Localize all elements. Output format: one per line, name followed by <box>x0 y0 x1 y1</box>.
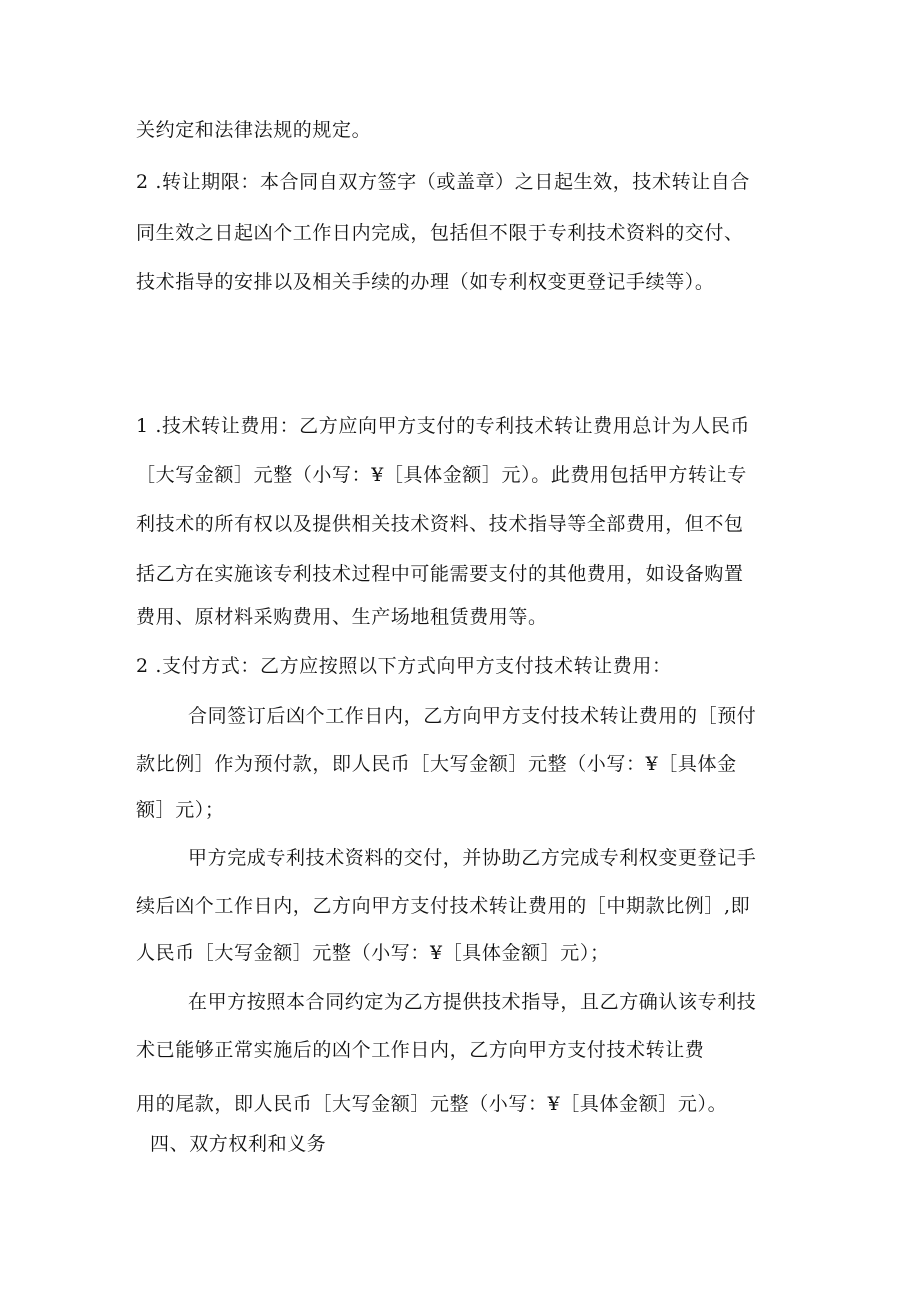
paragraph-line: ［大写金额］元整（小写：¥［具体金额］元）。此费用包括甲方转让专 <box>136 464 747 486</box>
payment-item-final: 在甲方按照本合同约定为乙方提供技术指导，且乙方确认该专利技 <box>188 991 757 1013</box>
payment-item-advance: 合同签订后凶个工作日内，乙方向甲方支付技术转让费用的［预付 <box>188 705 757 727</box>
paragraph-line: 款比例］作为预付款，即人民币［大写金额］元整（小写：¥［具体金 <box>136 753 737 775</box>
paragraph-line: 续后凶个工作日内，乙方向甲方支付技术转让费用的［中期款比例］,即 <box>136 895 751 917</box>
paragraph-line: 用的尾款，即人民币［大写金额］元整（小写：¥［具体金额］元）。 <box>136 1093 728 1115</box>
clause-transfer-fee: 1 .技术转让费用：乙方应向甲方支付的专利技术转让费用总计为人民币 <box>136 415 750 437</box>
paragraph-line: 关约定和法律法规的规定。 <box>136 119 372 141</box>
paragraph-line: 同生效之日起凶个工作日内完成，包括但不限于专利技术资料的交付、 <box>136 222 744 244</box>
clause-transfer-period: 2 .转让期限：本合同自双方签字（或盖章）之日起生效，技术转让自合 <box>136 171 750 193</box>
paragraph-line: 括乙方在实施该专利技术过程中可能需要支付的其他费用，如设备购置 <box>136 563 744 585</box>
paragraph-line: 费用、原材料采购费用、生产场地租赁费用等。 <box>136 606 548 628</box>
paragraph-line: 额］元）； <box>136 799 225 821</box>
section-heading: 四、双方权利和义务 <box>150 1133 327 1155</box>
clause-payment-method: 2 .支付方式：乙方应按照以下方式向甲方支付技术转让费用： <box>136 655 672 677</box>
paragraph-line: 术已能够正常实施后的凶个工作日内，乙方向甲方支付技术转让费 <box>136 1039 705 1061</box>
paragraph-line: 人民币［大写金额］元整（小写：¥［具体金额］元）； <box>136 942 610 964</box>
paragraph-line: 利技术的所有权以及提供相关技术资料、技术指导等全部费用，但不包 <box>136 513 744 535</box>
paragraph-line: 技术指导的安排以及相关手续的办理（如专利权变更登记手续等）。 <box>136 271 715 293</box>
payment-item-interim: 甲方完成专利技术资料的交付，并协助乙方完成专利权变更登记手 <box>188 847 757 869</box>
